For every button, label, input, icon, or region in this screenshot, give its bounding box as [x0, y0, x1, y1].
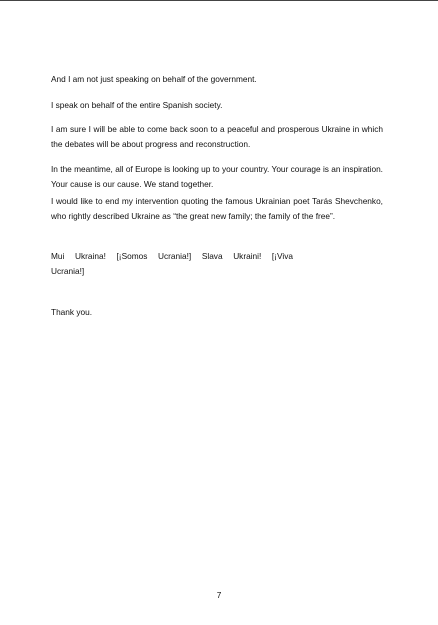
slogan-word: Ukraini! [233, 251, 262, 261]
closing-slogan-continuation: Ucrania!] [51, 266, 85, 276]
paragraph-europe-courage: In the meantime, all of Europe is looking up to your country. Your courage is an inspiration. Your cause is our cause. We stand together. [51, 164, 383, 189]
slogan-word: Mui [51, 251, 65, 261]
closing-slogan [51, 249, 383, 279]
slogan-word: Slava [201, 251, 223, 261]
paragraph-shevchenko-quote: I would like to end my intervention quoting the famous Ukrainian poet Tarás Shevchenko, who rightly described Ukraine as “the great new family; the family of the free”. [51, 196, 383, 221]
paragraph-government: And I am not just speaking on behalf of the government. [51, 74, 257, 84]
slogan-word: Ucrania!] [158, 251, 192, 261]
slogan-word: [¡Somos [116, 251, 148, 261]
closing-slogan-line [51, 249, 293, 264]
paragraph-return-to-ukraine: I am sure I will be able to come back soon to a peaceful and prosperous Ukraine in which the debates will be about progress and reconstruction. [51, 124, 383, 149]
paragraph-spanish-society: I speak on behalf of the entire Spanish society. [51, 100, 223, 110]
page-number: 7 [216, 590, 222, 600]
slogan-word: Ukraina! [74, 251, 106, 261]
thank-you-text: Thank you. [51, 307, 93, 317]
slogan-word: [¡Viva [271, 251, 293, 261]
